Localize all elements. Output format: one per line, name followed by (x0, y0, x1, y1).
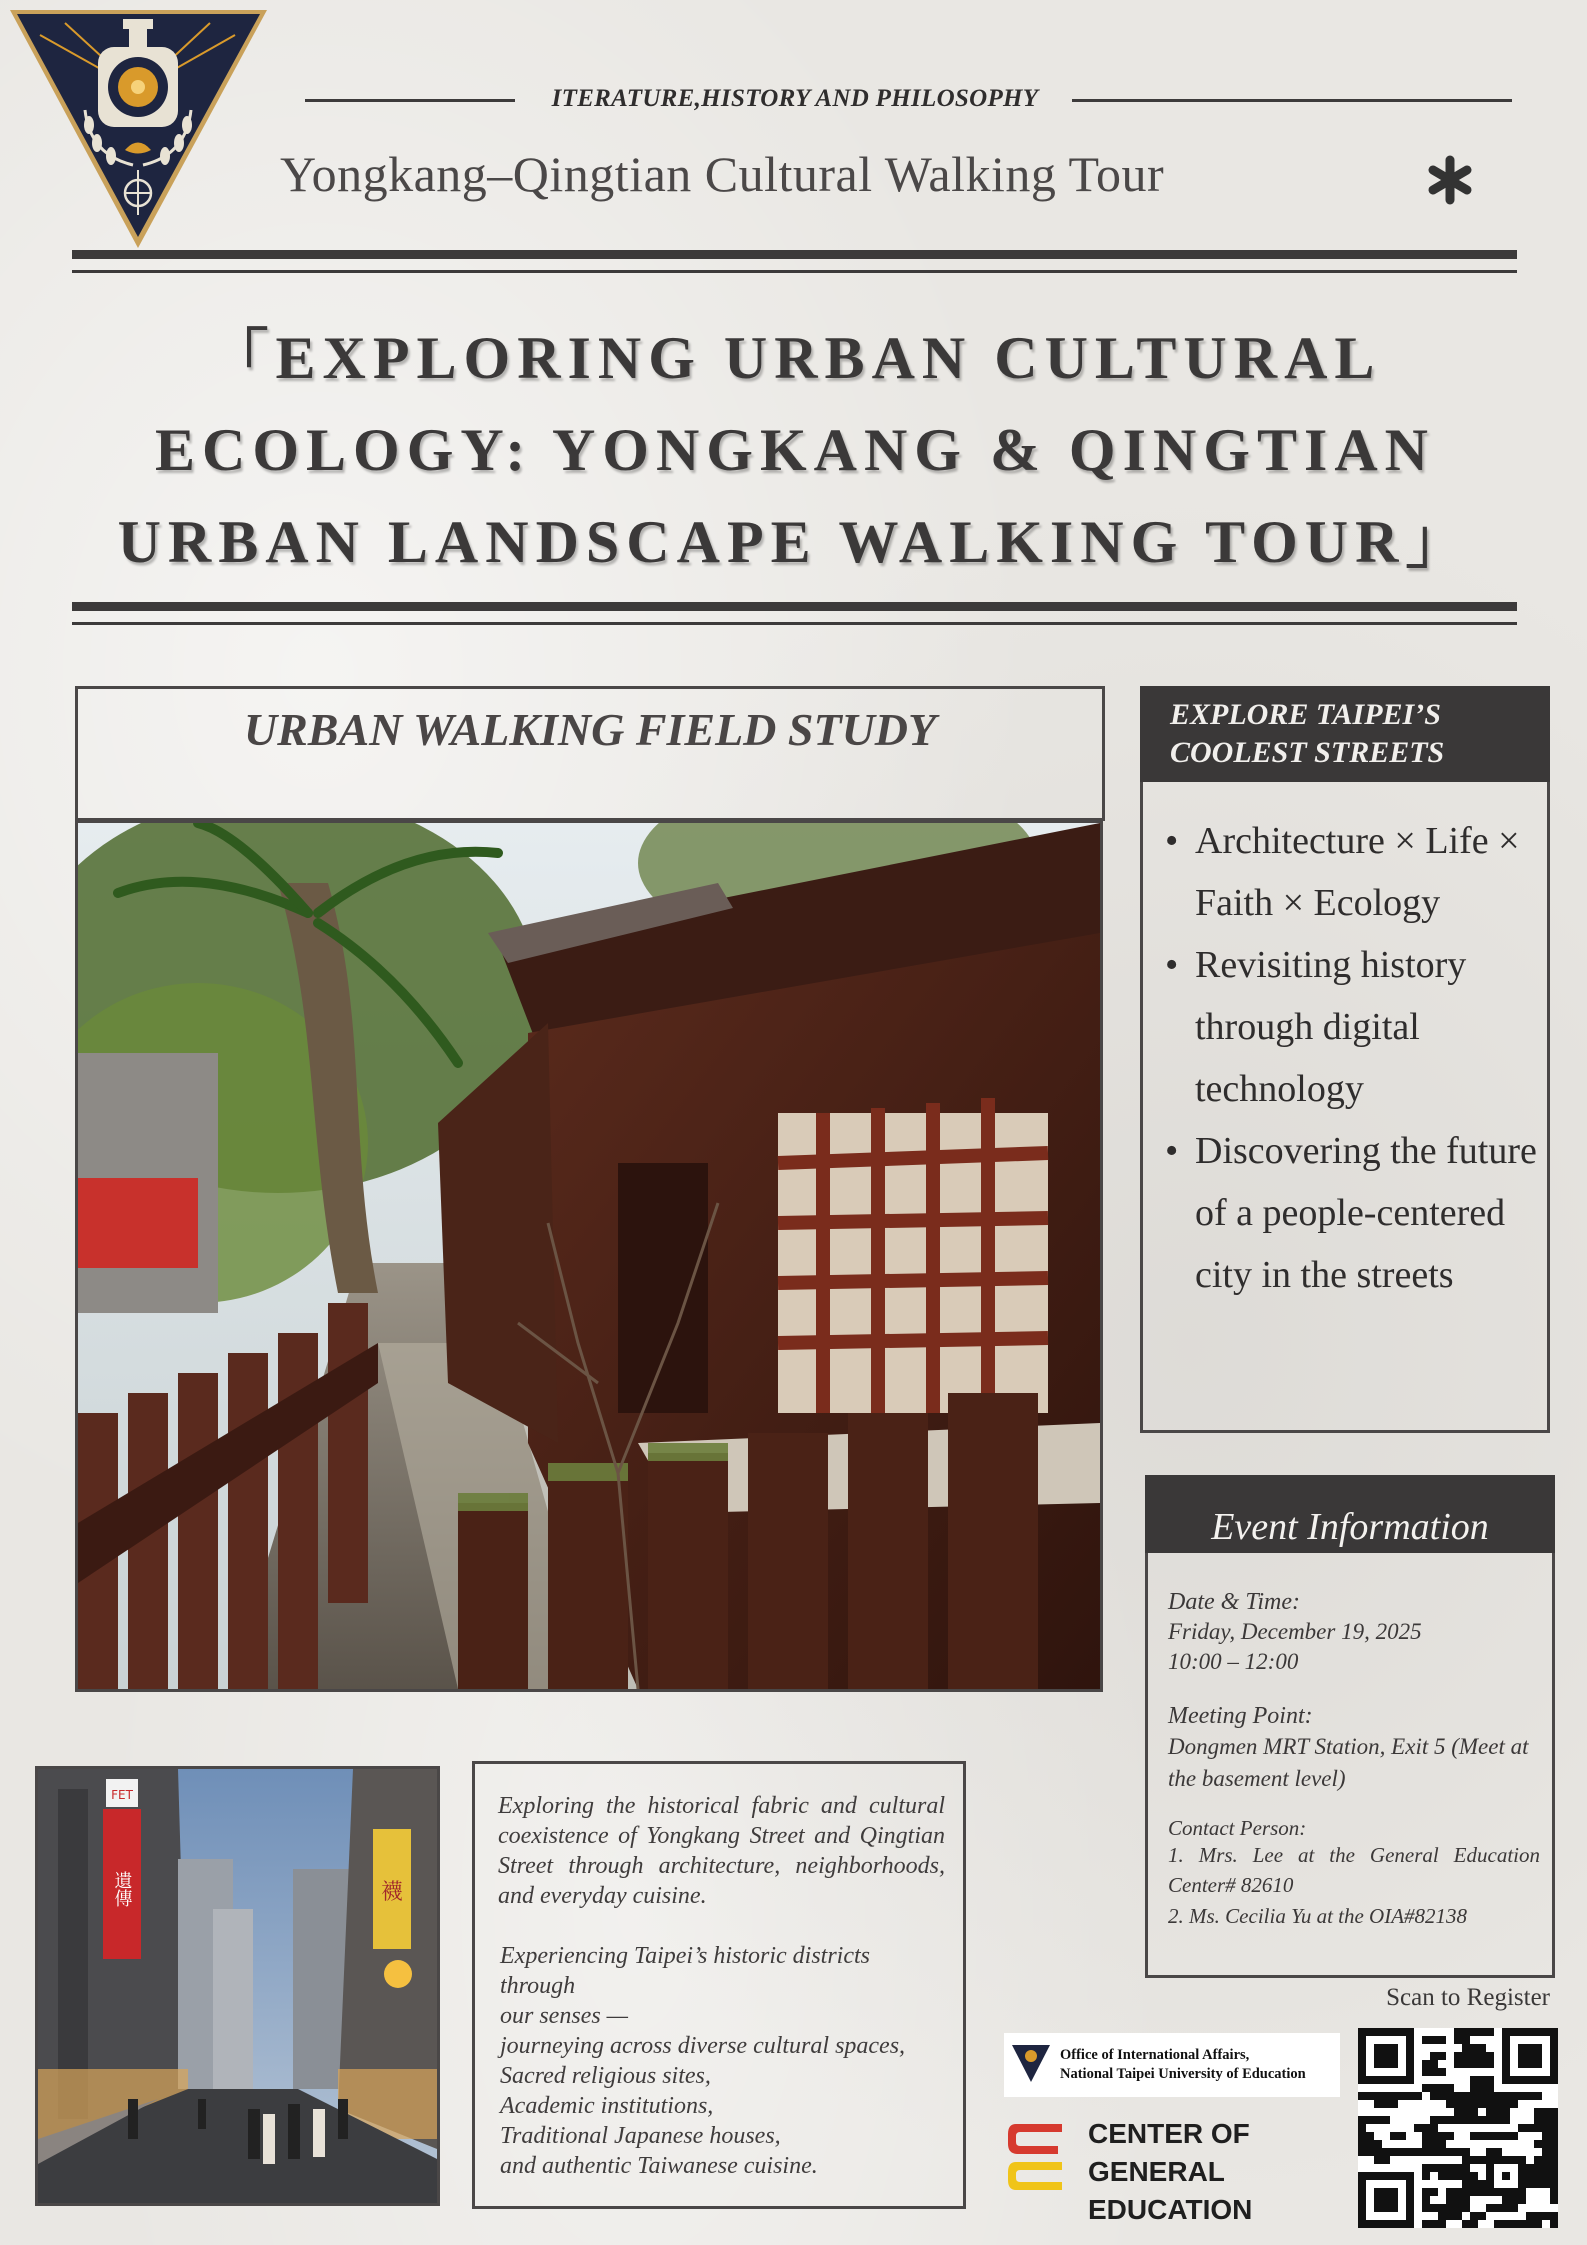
general-education-text (1088, 2115, 1348, 2229)
header-rule-left (305, 99, 515, 102)
oia-text (1060, 2046, 1335, 2084)
title-bar-bottom-thin (72, 622, 1517, 625)
event-contact-2: 2. Ms. Cecilia Yu at the OIA#82138 (1168, 1904, 1468, 1928)
field-study-heading (75, 686, 1105, 821)
event-meeting-label: Meeting Point: (1168, 1703, 1313, 1729)
general-education-logo-icon (1004, 2118, 1066, 2194)
oia-line2: National Taipei University of Education (1060, 2066, 1306, 2082)
description-line: Sacred religious sites, (500, 2063, 711, 2089)
scan-to-register-label: Scan to Register (1386, 1984, 1550, 2011)
event-contact-1: 1. Mrs. Lee at the General Education Center# 82610 (1168, 1843, 1540, 1897)
main-title (100, 312, 1490, 588)
asterisk-icon (1420, 150, 1480, 210)
explore-bullets (1165, 810, 1545, 1306)
explore-heading-line2: COOLEST STREETS (1170, 736, 1445, 769)
street-photo-yongkang (35, 1766, 440, 2206)
main-title-line2: ECOLOGY: YONGKANG & QINGTIAN (155, 417, 1435, 483)
explore-bullet: • Architecture × Life × Faith × Ecology (1165, 810, 1545, 934)
registration-qr-code[interactable] (1358, 2028, 1558, 2228)
description-line: our senses — (500, 2003, 629, 2029)
oia-line1: Office of International Affairs, (1060, 2047, 1250, 2063)
explore-heading (1140, 686, 1550, 782)
header-subtitle: Yongkang–Qingtian Cultural Walking Tour (280, 146, 1165, 202)
title-bar-top-thick (72, 250, 1517, 259)
field-study-heading-text: URBAN WALKING FIELD STUDY (243, 704, 937, 755)
event-time: 10:00 – 12:00 (1168, 1649, 1299, 1674)
ge-line1: CENTER OF GENERAL (1088, 2118, 1250, 2187)
event-date-label: Date & Time: (1168, 1589, 1300, 1615)
event-date: Friday, December 19, 2025 (1168, 1619, 1422, 1644)
description-para2 (500, 1941, 950, 2181)
event-info-heading: Event Information (1145, 1475, 1555, 1553)
header-kicker: ITERATURE,HISTORY AND PHILOSOPHY (551, 85, 1039, 112)
explore-bullet: • Discovering the future of a people-centered city in the streets (1165, 1120, 1545, 1306)
description-line: Traditional Japanese houses, (500, 2123, 781, 2149)
title-bar-bottom-thick (72, 602, 1517, 611)
main-title-line1: 「EXPLORING URBAN CULTURAL (208, 325, 1382, 391)
oia-emblem-icon (1010, 2042, 1052, 2084)
explore-bullet: • Revisiting history through digital technology (1165, 934, 1545, 1120)
street-sign-fet: FET (111, 1788, 133, 1802)
main-title-line3: URBAN LANDSCAPE WALKING TOUR」 (117, 509, 1473, 575)
explore-heading-line1: EXPLORE TAIPEI’S (1170, 698, 1441, 731)
street-sign-yellow: 襪 (380, 1880, 404, 1905)
description-line: Experiencing Taipei’s historic districts through (500, 1943, 870, 1999)
description-line: and authentic Taiwanese cuisine. (500, 2153, 818, 2179)
event-contact-label: Contact Person: (1168, 1816, 1307, 1840)
description-para1: Exploring the historical fabric and cultural coexistence of Yongkang Street and Qingtian Street through architecture, neighborhoods, and everyday cuisine. (498, 1793, 945, 1909)
description-line: Academic institutions, (500, 2093, 714, 2119)
description-line: journeying across diverse cultural spaces, (500, 2033, 906, 2059)
header-rule-right (1072, 99, 1512, 102)
ge-line2: EDUCATION (1088, 2194, 1253, 2225)
title-bar-top-thin (72, 270, 1517, 273)
main-photo-japanese-house (75, 820, 1103, 1692)
event-meeting-point: Dongmen MRT Station, Exit 5 (Meet at the basement level) (1168, 1734, 1529, 1791)
university-logo (5, 5, 270, 250)
street-sign-red: 遺傳 (111, 1871, 133, 1907)
